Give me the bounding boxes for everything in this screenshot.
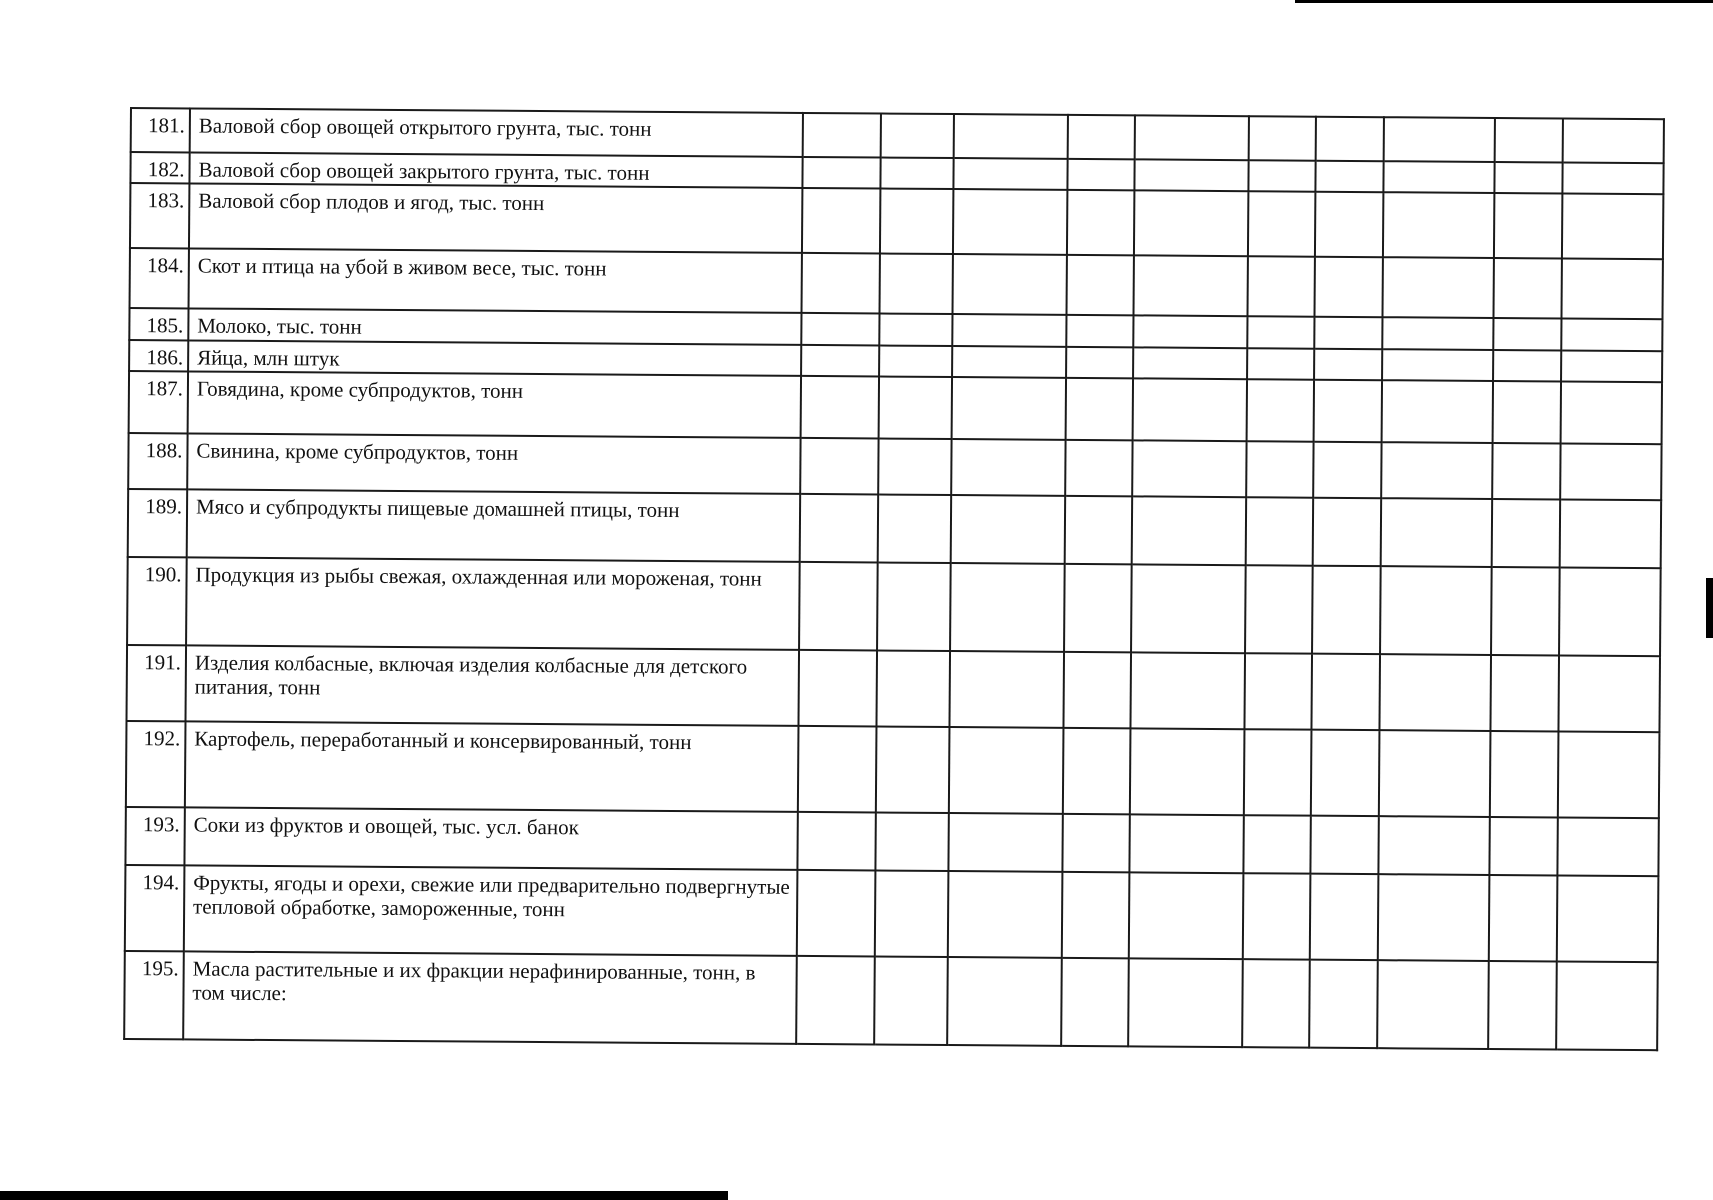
value-cell[interactable]: [875, 726, 949, 813]
value-cell[interactable]: [1494, 193, 1562, 258]
value-cell[interactable]: [879, 313, 953, 346]
value-cell[interactable]: [1068, 115, 1136, 159]
row-number: 183.: [130, 183, 189, 248]
value-cell[interactable]: [1129, 958, 1243, 1047]
value-cell[interactable]: [1247, 348, 1315, 379]
value-cell[interactable]: [798, 650, 876, 727]
value-cell[interactable]: [1313, 498, 1381, 566]
value-cell[interactable]: [1062, 872, 1130, 958]
value-cell[interactable]: [1243, 873, 1311, 959]
value-cell[interactable]: [1556, 961, 1658, 1050]
value-cell[interactable]: [953, 189, 1067, 255]
value-cell[interactable]: [1558, 655, 1660, 732]
value-cell[interactable]: [1492, 499, 1560, 567]
value-cell[interactable]: [1312, 654, 1380, 730]
value-cell[interactable]: [1315, 257, 1383, 317]
value-cell[interactable]: [1310, 874, 1378, 960]
value-cell[interactable]: [1246, 441, 1314, 497]
value-cell[interactable]: [1067, 190, 1135, 255]
value-cell[interactable]: [1379, 654, 1491, 731]
value-cell[interactable]: [1377, 960, 1489, 1049]
value-cell[interactable]: [1494, 258, 1562, 318]
value-cell[interactable]: [1242, 959, 1310, 1047]
value-cell[interactable]: [880, 158, 954, 190]
value-cell[interactable]: [1061, 958, 1129, 1046]
value-cell[interactable]: [1063, 652, 1131, 728]
value-cell[interactable]: [1557, 875, 1659, 962]
value-cell[interactable]: [1134, 190, 1248, 256]
indicator-label: Продукция из рыбы свежая, охлажденная или мороженая, тонн: [186, 557, 799, 649]
value-cell[interactable]: [797, 870, 876, 957]
scan-edge-top: [1295, 0, 1713, 3]
value-cell[interactable]: [1316, 161, 1384, 192]
value-cell[interactable]: [801, 345, 879, 377]
value-cell[interactable]: [802, 157, 880, 189]
value-cell[interactable]: [1133, 440, 1247, 497]
value-cell[interactable]: [876, 650, 950, 727]
value-cell[interactable]: [1247, 316, 1315, 348]
table-row: [129, 371, 1662, 444]
indicator-label: Соки из фруктов и овощей, тыс. усл. банок: [184, 807, 797, 869]
value-cell[interactable]: [1381, 380, 1493, 443]
value-cell[interactable]: [1489, 961, 1557, 1049]
value-cell[interactable]: [800, 438, 878, 495]
value-cell[interactable]: [874, 956, 948, 1045]
value-cell[interactable]: [954, 158, 1068, 190]
value-cell[interactable]: [1490, 817, 1558, 875]
row-number: 195.: [124, 951, 184, 1039]
value-cell[interactable]: [1558, 731, 1660, 818]
value-cell[interactable]: [799, 494, 877, 563]
value-cell[interactable]: [954, 114, 1068, 159]
value-cell[interactable]: [1562, 194, 1664, 260]
value-cell[interactable]: [1130, 728, 1244, 815]
value-cell[interactable]: [1134, 315, 1248, 348]
value-cell[interactable]: [1131, 564, 1245, 653]
value-cell[interactable]: [1491, 655, 1559, 731]
value-cell[interactable]: [1494, 318, 1562, 350]
indicator-label: Валовой сбор овощей закрытого грунта, тыс. тонн: [189, 152, 802, 187]
value-cell[interactable]: [1247, 379, 1315, 441]
value-cell[interactable]: [1249, 160, 1317, 191]
value-cell[interactable]: [952, 346, 1066, 378]
value-cell[interactable]: [1379, 730, 1491, 817]
value-cell[interactable]: [1493, 381, 1561, 443]
value-cell[interactable]: [877, 562, 951, 651]
value-cell[interactable]: [1067, 159, 1135, 190]
value-cell[interactable]: [1381, 498, 1493, 567]
row-number: 189.: [128, 489, 187, 557]
value-cell[interactable]: [1310, 960, 1378, 1048]
value-cell[interactable]: [952, 377, 1066, 440]
value-cell[interactable]: [1382, 349, 1494, 381]
indicator-label: Говядина, кроме субпродуктов, тонн: [188, 371, 801, 437]
row-number: 191.: [126, 645, 186, 721]
value-cell[interactable]: [1495, 118, 1563, 162]
value-cell[interactable]: [1314, 380, 1382, 442]
value-cell[interactable]: [1066, 315, 1134, 347]
value-cell[interactable]: [1316, 117, 1384, 161]
value-cell[interactable]: [880, 114, 954, 159]
value-cell[interactable]: [1493, 350, 1561, 381]
value-cell[interactable]: [1380, 566, 1492, 655]
value-cell[interactable]: [1132, 496, 1246, 565]
value-cell[interactable]: [953, 314, 1067, 347]
value-cell[interactable]: [1249, 116, 1317, 160]
value-cell[interactable]: [1135, 159, 1249, 191]
value-cell[interactable]: [1129, 872, 1243, 959]
value-cell[interactable]: [1311, 730, 1379, 816]
value-cell[interactable]: [880, 189, 954, 255]
value-cell[interactable]: [950, 651, 1064, 728]
value-cell[interactable]: [1245, 653, 1313, 729]
indicator-label: Масла растительные и их фракции нерафинированные, тонн, в том числе:: [183, 951, 796, 1043]
value-cell[interactable]: [1133, 378, 1247, 441]
value-cell[interactable]: [949, 727, 1063, 814]
value-cell[interactable]: [802, 188, 880, 254]
value-cell[interactable]: [877, 494, 951, 563]
value-cell[interactable]: [1244, 729, 1312, 815]
value-cell[interactable]: [875, 812, 949, 871]
row-number: 184.: [130, 248, 189, 308]
value-cell[interactable]: [948, 871, 1062, 958]
value-cell[interactable]: [1489, 875, 1557, 961]
value-cell[interactable]: [1311, 816, 1379, 874]
value-cell[interactable]: [1559, 499, 1661, 568]
table-row: [128, 489, 1661, 568]
value-cell[interactable]: [1064, 564, 1132, 652]
value-cell[interactable]: [878, 376, 952, 439]
table-row: [126, 721, 1660, 818]
value-cell[interactable]: [1383, 192, 1495, 258]
value-cell[interactable]: [1315, 192, 1383, 257]
value-cell[interactable]: [1562, 163, 1663, 195]
value-cell[interactable]: [1491, 567, 1559, 655]
value-cell[interactable]: [1557, 817, 1659, 876]
row-number: 193.: [125, 807, 184, 865]
value-cell[interactable]: [1063, 728, 1131, 814]
table-row: [130, 183, 1663, 259]
value-cell[interactable]: [1382, 317, 1494, 350]
value-cell[interactable]: [1135, 115, 1249, 160]
row-number: 186.: [129, 340, 188, 371]
row-number: 190.: [127, 557, 187, 645]
value-cell[interactable]: [1495, 162, 1563, 193]
row-number: 182.: [130, 152, 189, 183]
value-cell[interactable]: [1245, 565, 1313, 653]
value-cell[interactable]: [1130, 814, 1244, 873]
indicator-label: Картофель, переработанный и консервированный, тонн: [185, 721, 798, 811]
value-cell[interactable]: [950, 563, 1064, 652]
value-cell[interactable]: [951, 495, 1065, 564]
value-cell[interactable]: [1382, 257, 1494, 318]
value-cell[interactable]: [1378, 816, 1490, 875]
value-cell[interactable]: [878, 438, 952, 495]
row-number: 194.: [125, 865, 185, 951]
table-row: [125, 865, 1659, 962]
value-cell[interactable]: [800, 376, 878, 439]
row-number: 181.: [131, 108, 190, 152]
value-cell[interactable]: [879, 253, 953, 314]
value-cell[interactable]: [1312, 566, 1380, 654]
value-cell[interactable]: [1066, 378, 1134, 440]
value-cell[interactable]: [802, 113, 880, 158]
indicator-label: Мясо и субпродукты пищевые домашней птицы, тонн: [187, 489, 800, 561]
value-cell[interactable]: [1378, 874, 1490, 961]
value-cell[interactable]: [953, 254, 1067, 315]
value-cell[interactable]: [874, 870, 948, 957]
value-cell[interactable]: [1560, 381, 1662, 444]
value-cell[interactable]: [1131, 652, 1245, 729]
value-cell[interactable]: [1062, 814, 1130, 872]
row-number: 185.: [129, 308, 188, 340]
value-cell[interactable]: [1133, 347, 1247, 379]
value-cell[interactable]: [1246, 497, 1314, 565]
indicator-label: Свинина, кроме субпродуктов, тонн: [187, 433, 800, 493]
value-cell[interactable]: [1560, 443, 1662, 500]
value-cell[interactable]: [1561, 258, 1663, 319]
value-cell[interactable]: [1490, 731, 1558, 817]
value-cell[interactable]: [1248, 191, 1316, 256]
scan-edge-right: [1706, 578, 1713, 638]
value-cell[interactable]: [1561, 350, 1662, 382]
table-row: [130, 248, 1663, 319]
value-cell[interactable]: [1066, 347, 1134, 378]
indicator-label: Валовой сбор овощей открытого грунта, тыс. тонн: [190, 108, 803, 156]
value-cell[interactable]: [1314, 442, 1382, 498]
value-cell[interactable]: [1067, 255, 1135, 315]
value-cell[interactable]: [1493, 443, 1561, 499]
indicator-label: Скот и птица на убой в живом весе, тыс. тонн: [188, 248, 801, 312]
value-cell[interactable]: [801, 313, 879, 346]
value-cell[interactable]: [1383, 161, 1495, 193]
value-cell[interactable]: [1559, 567, 1661, 656]
table-row: [126, 645, 1660, 732]
indicator-label: Валовой сбор плодов и ягод, тыс. тонн: [189, 183, 802, 252]
value-cell[interactable]: [1244, 815, 1312, 873]
row-number: 188.: [128, 433, 187, 489]
value-cell[interactable]: [1383, 117, 1495, 162]
value-cell[interactable]: [1065, 440, 1133, 496]
value-cell[interactable]: [951, 439, 1065, 496]
value-cell[interactable]: [947, 957, 1061, 1046]
value-cell[interactable]: [799, 562, 878, 651]
indicator-label: Фрукты, ягоды и орехи, свежие или предварительно подвергнутые тепловой обработке, замороженные, тонн: [184, 865, 797, 955]
indicator-label: Изделия колбасные, включая изделия колбасные для детского питания, тонн: [185, 645, 798, 725]
value-cell[interactable]: [796, 956, 875, 1045]
row-number: 192.: [126, 721, 186, 807]
value-cell[interactable]: [797, 812, 875, 871]
value-cell[interactable]: [1315, 317, 1383, 349]
indicator-label: Яйца, млн штук: [188, 340, 801, 375]
value-cell[interactable]: [1065, 496, 1133, 564]
value-cell[interactable]: [798, 726, 877, 813]
indicator-label: Молоко, тыс. тонн: [188, 308, 801, 344]
report-sheet: [123, 107, 1665, 1051]
table-row: [124, 951, 1658, 1050]
table-row: [127, 557, 1661, 656]
row-number: 187.: [129, 371, 188, 433]
indicator-table: [123, 107, 1665, 1051]
value-cell[interactable]: [949, 813, 1063, 872]
value-cell[interactable]: [1381, 442, 1493, 499]
scan-edge-bottom: [0, 1191, 728, 1200]
value-cell[interactable]: [1562, 119, 1664, 164]
value-cell[interactable]: [1134, 255, 1248, 316]
value-cell[interactable]: [1315, 349, 1383, 380]
value-cell[interactable]: [1248, 256, 1316, 316]
value-cell[interactable]: [1561, 318, 1662, 351]
value-cell[interactable]: [801, 253, 879, 314]
value-cell[interactable]: [879, 345, 953, 377]
